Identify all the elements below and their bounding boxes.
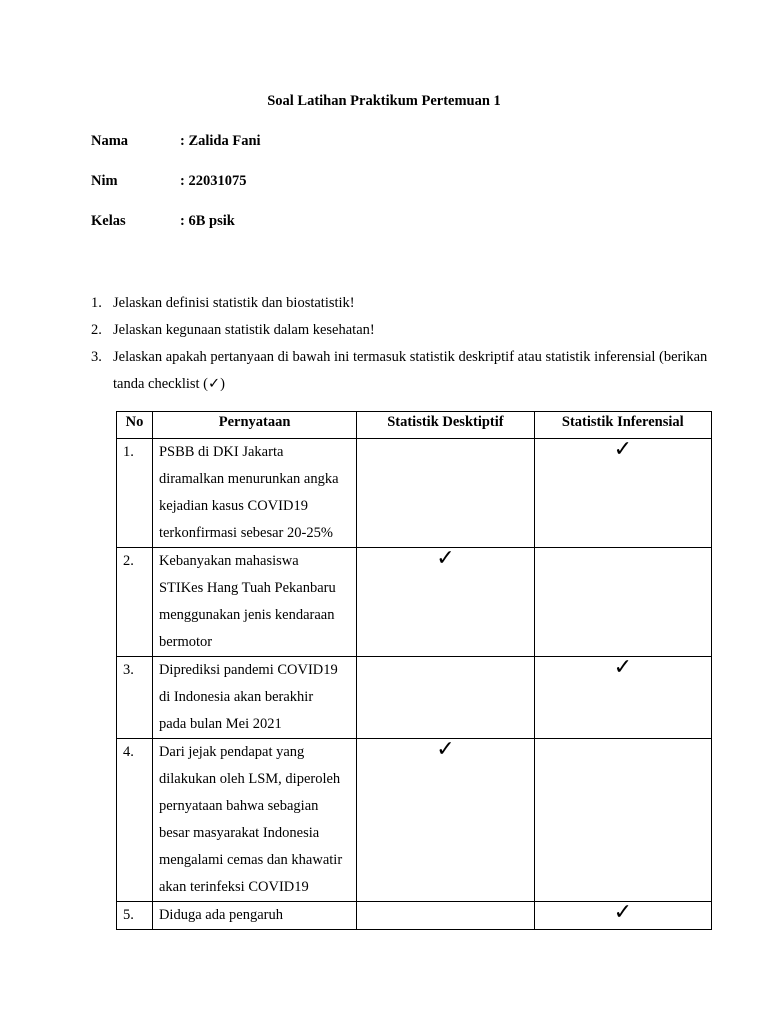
question-text: Jelaskan kegunaan statistik dalam kesehatan! xyxy=(113,322,375,338)
checkmark-icon: ✓ xyxy=(436,545,455,570)
cell-deskriptif xyxy=(357,902,534,930)
statement-line: terkonfirmasi sebesar 20-25% xyxy=(158,525,333,541)
question-number: 1. xyxy=(91,295,102,311)
statement-line: Diprediksi pandemi COVID19 xyxy=(158,662,338,678)
statement-line: kejadian kasus COVID19 xyxy=(158,498,308,514)
cell-deskriptif xyxy=(357,657,534,739)
cell-inferensial xyxy=(534,436,711,548)
statement-table xyxy=(116,411,712,930)
cell-inferensial xyxy=(534,899,711,930)
statement-line: Dari jejak pendapat yang xyxy=(158,744,305,760)
row-statement xyxy=(152,739,356,902)
header-deskriptif: Statistik Desktiptif xyxy=(357,412,534,439)
statement-line: pada bulan Mei 2021 xyxy=(158,716,282,732)
info-value: : Zalida Fani xyxy=(180,133,261,149)
row-number: 3. xyxy=(117,657,153,739)
table-row xyxy=(117,657,712,739)
header-inferensial: Statistik Inferensial xyxy=(534,412,711,439)
cell-inferensial xyxy=(534,548,711,657)
cell-inferensial xyxy=(534,654,711,739)
row-statement xyxy=(152,439,356,548)
table-row xyxy=(117,548,712,657)
table-header-row xyxy=(117,412,712,439)
cell-deskriptif xyxy=(357,439,534,548)
question-number: 3. xyxy=(91,349,102,365)
info-row-nama xyxy=(91,133,261,150)
question-item xyxy=(91,290,711,317)
statement-line: STIKes Hang Tuah Pekanbaru xyxy=(158,580,336,596)
checkmark-icon: ✓ xyxy=(613,899,633,924)
checkmark-icon: ✓ xyxy=(613,654,633,679)
statement-line: besar masyarakat Indonesia xyxy=(158,825,320,841)
info-label: Nama xyxy=(91,133,129,149)
statement-line: Kebanyakan mahasiswa xyxy=(158,553,299,569)
row-number: 2. xyxy=(117,548,153,657)
statement-line: di Indonesia akan berakhir xyxy=(158,689,314,705)
info-row-kelas xyxy=(91,213,235,230)
question-text: Jelaskan definisi statistik dan biostatistik! xyxy=(113,295,355,311)
statement-line: menggunakan jenis kendaraan xyxy=(158,607,335,623)
statement-line: bermotor xyxy=(158,634,213,650)
document-title: Soal Latihan Praktikum Pertemuan 1 xyxy=(267,93,501,109)
question-text: Jelaskan apakah pertanyaan di bawah ini termasuk statistik deskriptif atau statistik inferensial (berikan tanda checklist (✓) xyxy=(113,349,708,392)
info-row-nim xyxy=(91,173,246,190)
cell-deskriptif xyxy=(357,736,534,902)
info-label: Nim xyxy=(91,173,118,189)
cell-deskriptif xyxy=(357,545,534,657)
row-statement xyxy=(152,548,356,657)
row-statement xyxy=(152,902,356,930)
table-row xyxy=(117,439,712,548)
row-statement xyxy=(152,657,356,739)
question-list xyxy=(91,290,711,398)
table-row xyxy=(117,902,712,930)
info-value: : 22031075 xyxy=(180,173,247,189)
statement-line: akan terinfeksi COVID19 xyxy=(158,879,309,895)
table-row xyxy=(117,739,712,902)
statement-line: PSBB di DKI Jakarta xyxy=(158,444,284,460)
table-body xyxy=(117,436,712,930)
statement-line: diramalkan menurunkan angka xyxy=(158,471,339,487)
header-no: No xyxy=(117,412,153,439)
statement-line: dilakukan oleh LSM, diperoleh xyxy=(158,771,341,787)
cell-inferensial xyxy=(534,739,711,902)
info-label: Kelas xyxy=(91,213,126,229)
row-number: 4. xyxy=(117,739,153,902)
checkmark-icon: ✓ xyxy=(436,736,455,761)
question-item xyxy=(91,317,711,344)
statement-line: Diduga ada pengaruh xyxy=(158,907,283,923)
checkmark-icon: ✓ xyxy=(613,436,633,461)
row-number: 1. xyxy=(117,439,153,548)
info-value: : 6B psik xyxy=(180,213,235,229)
statement-line: pernyataan bahwa sebagian xyxy=(158,798,319,814)
statement-line: mengalami cemas dan khawatir xyxy=(158,852,343,868)
question-number: 2. xyxy=(91,322,102,338)
header-pernyataan: Pernyataan xyxy=(152,412,356,439)
question-item xyxy=(91,344,711,398)
row-number: 5. xyxy=(117,902,153,930)
